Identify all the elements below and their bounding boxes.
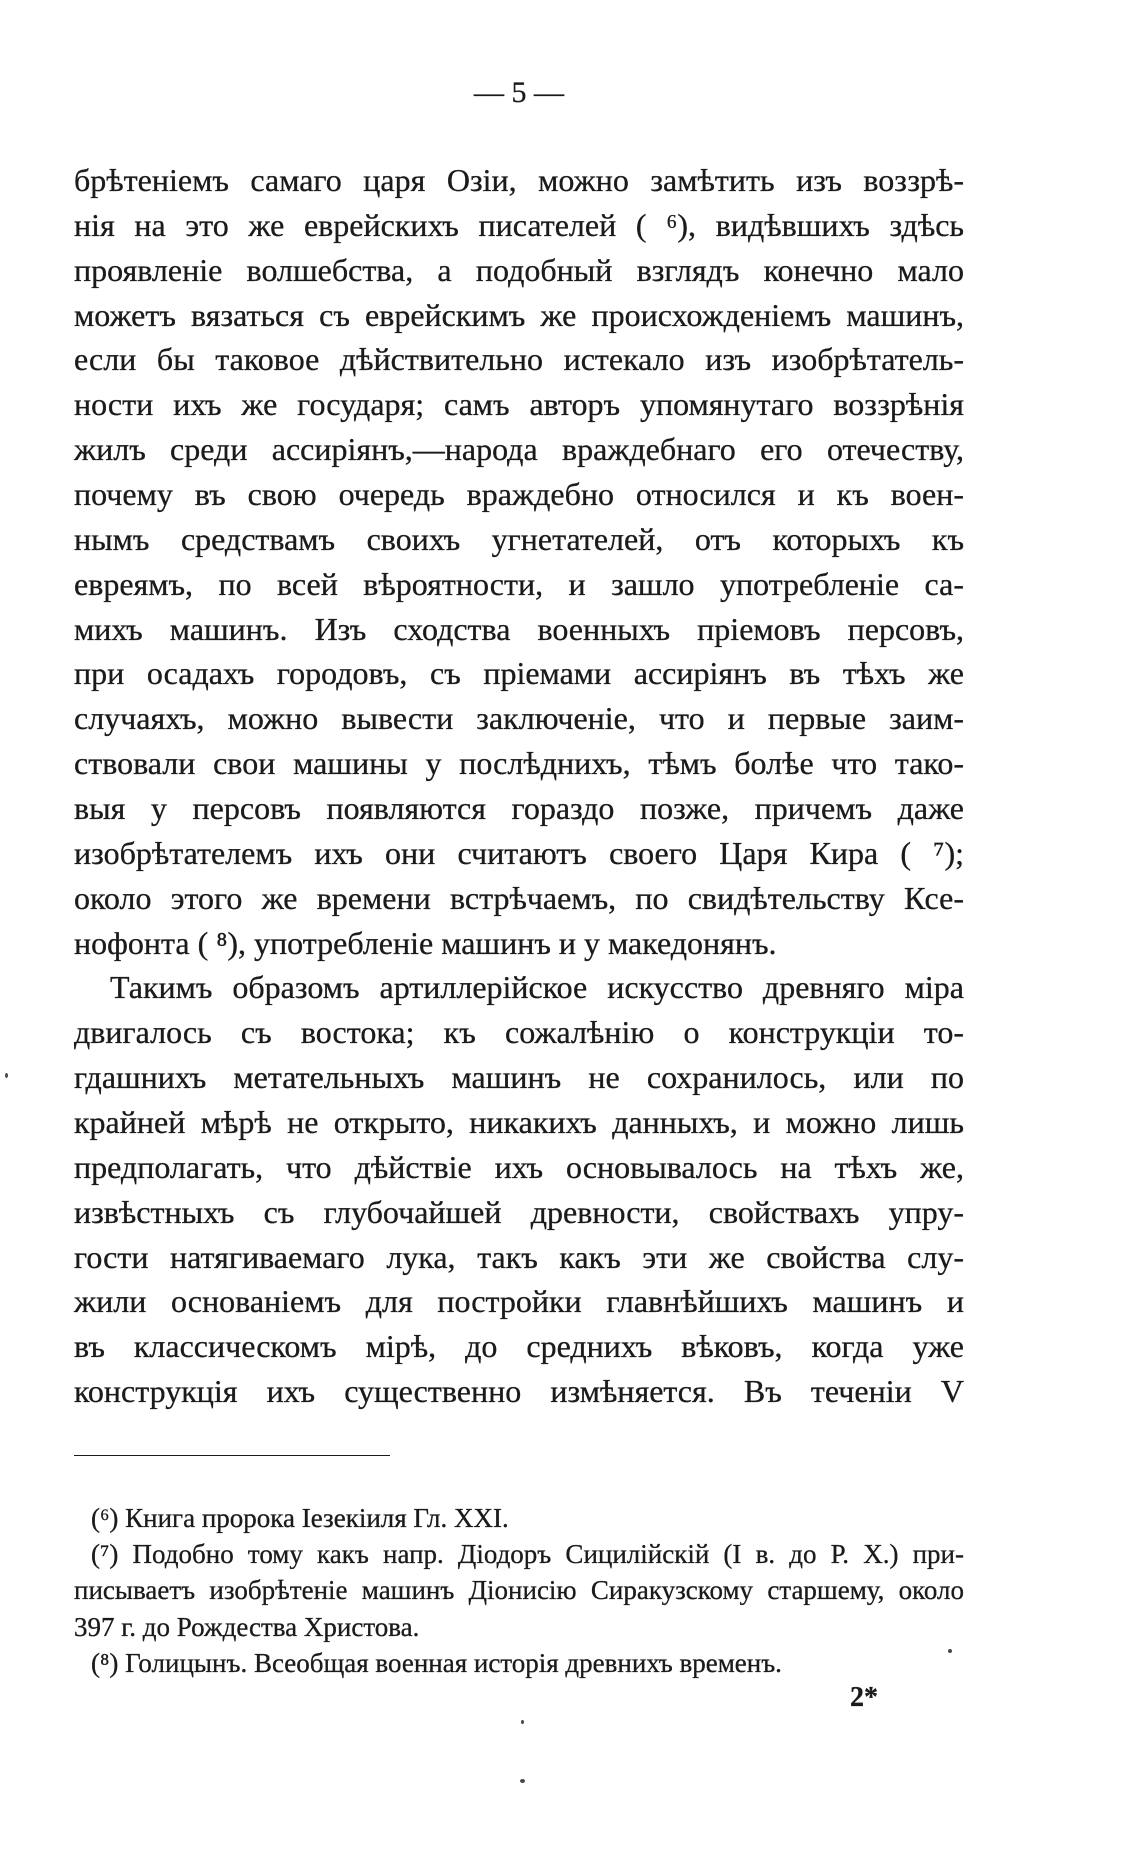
body-text-line: ствовали свои машины у послѣднихъ, тѣмъ болѣе что тако-: [74, 745, 964, 782]
body-text-line: при осадахъ городовъ, съ пріемами ассиріянъ въ тѣхъ же: [74, 655, 964, 692]
footnote-rule: [74, 1455, 390, 1456]
body-text-line: выя у персовъ появляются гораздо позже, причемъ даже: [74, 790, 964, 827]
body-text-line: около этого же времени встрѣчаемъ, по свидѣтельству Ксе-: [74, 879, 964, 916]
body-text-line: брѣтеніемъ самаго царя Озіи, можно замѣтить изъ воззрѣ-: [74, 162, 964, 198]
paragraph-2: [74, 965, 964, 1414]
body-text-line: двигалось съ востока; къ сожалѣнію о конструкціи то-: [74, 1014, 964, 1051]
body-text-line: нымъ средствамъ своихъ угнетателей, отъ которыхъ къ: [74, 520, 964, 557]
footnote-line: писываетъ изобрѣтеніе машинъ Діонисію Сиракузскому старшему, около: [74, 1575, 964, 1606]
scan-speck: [948, 1649, 952, 1653]
body-text-line: гдашнихъ метательныхъ машинъ не сохранилось, или по: [74, 1059, 964, 1096]
body-text-line: можетъ вязаться съ еврейскимъ же происхожденіемъ машинъ,: [74, 296, 964, 333]
body-text-line: нофонта ( ⁸), употребленіе машинъ и у македонянъ.: [74, 924, 777, 961]
body-text-line: предполагать, что дѣйствіе ихъ основывалось на тѣхъ же,: [74, 1148, 964, 1185]
body-text-line: извѣстныхъ съ глубочайшей древности, свойствахъ упру-: [74, 1193, 964, 1230]
scan-speck: [521, 1720, 524, 1724]
body-text-line: въ классическомъ мірѣ, до среднихъ вѣковъ, когда уже: [74, 1328, 964, 1365]
body-text-line: случаяхъ, можно вывести заключеніе, что и первые заим-: [74, 700, 964, 737]
footnote-line: 397 г. до Рождества Христова.: [74, 1611, 420, 1642]
body-text-line: Такимъ образомъ артиллерійское искусство древняго міра: [110, 969, 964, 1006]
body-text-line: конструкція ихъ существенно измѣняется. Въ теченіи V: [74, 1373, 964, 1410]
footnote-8: [74, 1645, 964, 1681]
body-text: [74, 158, 964, 1414]
body-text-line: гости натягиваемаго лука, такъ какъ эти же свойства слу-: [74, 1238, 964, 1275]
body-text-line: проявленіе волшебства, а подобный взглядъ конечно мало: [74, 251, 964, 288]
body-text-line: ности ихъ же государя; самъ авторъ упомянутаго воззрѣнія: [74, 386, 964, 423]
footnote-line: (⁸) Голицынъ. Всеобщая военная исторія древнихъ временъ.: [91, 1647, 782, 1678]
paragraph-1: [74, 158, 964, 965]
body-text-line: изобрѣтателемъ ихъ они считаютъ своего Царя Кира ( ⁷);: [74, 834, 964, 871]
body-text-line: почему въ свою очередь враждебно относился и къ воен-: [74, 476, 964, 513]
signature-mark: 2*: [850, 1682, 878, 1713]
footnote-line: (⁶) Книга пророка Іезекіиля Гл. XXI.: [91, 1503, 509, 1533]
scan-speck: [5, 1073, 8, 1078]
body-text-line: жилъ среди ассиріянъ,—народа враждебнаго его отечеству,: [74, 431, 964, 468]
body-text-line: жили основаніемъ для постройки главнѣйшихъ машинъ и: [74, 1283, 964, 1320]
scan-speck: [520, 1779, 525, 1783]
footnote-7: [74, 1536, 964, 1645]
body-text-line: михъ машинъ. Изъ сходства военныхъ пріемовъ персовъ,: [74, 610, 964, 647]
body-text-line: евреямъ, по всей вѣроятности, и зашло употребленіе са-: [74, 565, 964, 602]
body-text-line: крайней мѣрѣ не открыто, никакихъ данныхъ, и можно лишь: [74, 1104, 964, 1141]
page-number: — 5 —: [474, 76, 564, 109]
footnote-line: (⁷) Подобно тому какъ напр. Діодоръ Сицилійскій (I в. до Р. Х.) при-: [91, 1539, 964, 1570]
body-text-line: если бы таковое дѣйствительно истекало изъ изобрѣтатель-: [74, 341, 964, 378]
footnotes: [74, 1500, 964, 1681]
footnote-6: [74, 1500, 964, 1536]
body-text-line: нія на это же еврейскихъ писателей ( ⁶), видѣвшихъ здѣсь: [74, 206, 964, 243]
